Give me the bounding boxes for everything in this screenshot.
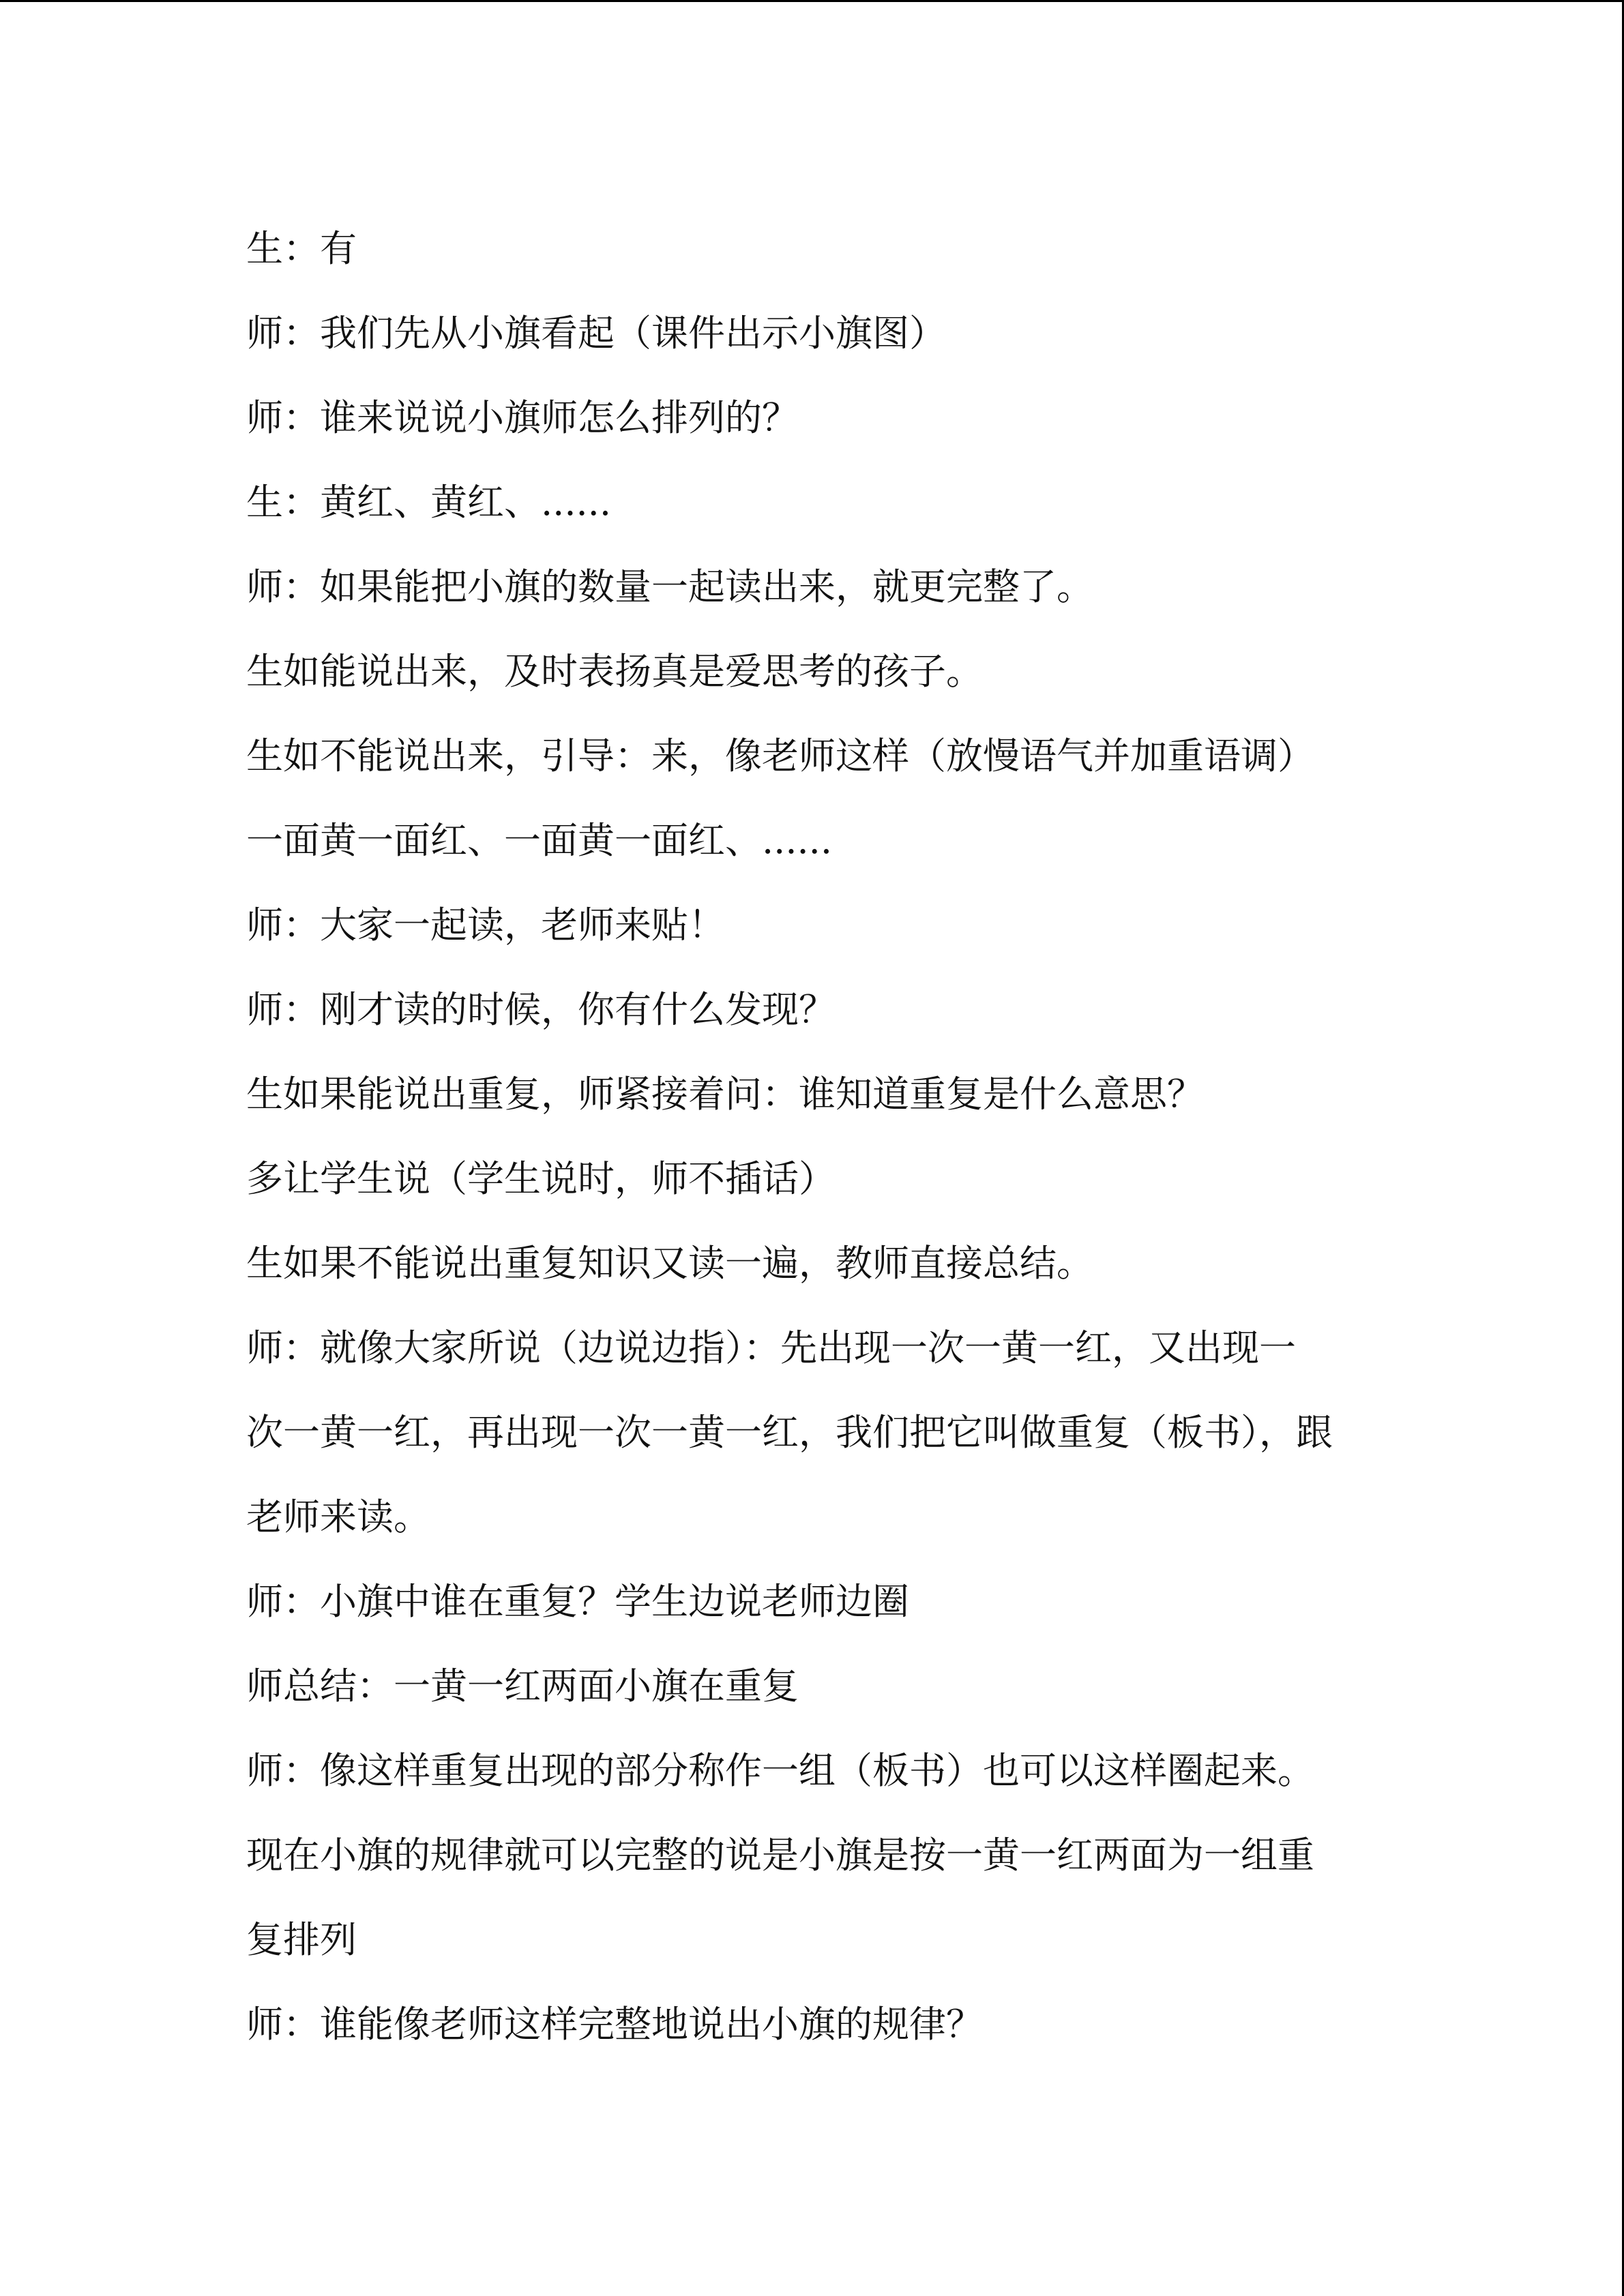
- text-line: 多让学生说（学生说时，师不插话）: [246, 1157, 836, 1200]
- text-line: 一面黄一面红、一面黄一面红、......: [246, 819, 832, 862]
- text-line: 师总结：一黄一红两面小旗在重复: [246, 1665, 799, 1708]
- text-line: 生如不能说出来，引导：来，像老师这样（放慢语气并加重语调）: [246, 734, 1314, 777]
- text-line: 师：小旗中谁在重复？学生边说老师边圈: [246, 1580, 909, 1623]
- text-line: 师：像这样重复出现的部分称作一组（板书）也可以这样圈起来。: [246, 1749, 1314, 1792]
- text-line: 师：我们先从小旗看起（课件出示小旗图）: [246, 312, 946, 355]
- text-line: 师：大家一起读，老师来贴！: [246, 904, 725, 946]
- text-line: 老师来读。: [246, 1495, 430, 1538]
- text-line: 师：就像大家所说（边说边指）：先出现一次一黄一红，又出现一: [246, 1326, 1296, 1369]
- text-line: 现在小旗的规律就可以完整的说是小旗是按一黄一红两面为一组重: [246, 1834, 1314, 1877]
- text-line: 生如果能说出重复，师紧接着问：谁知道重复是什么意思？: [246, 1073, 1204, 1116]
- text-line: 次一黄一红，再出现一次一黄一红，我们把它叫做重复（板书），跟: [246, 1411, 1333, 1454]
- text-line: 复排列: [246, 1918, 357, 1961]
- text-line: 师：谁来说说小旗师怎么排列的？: [246, 396, 799, 439]
- text-line: 师：刚才读的时候，你有什么发现？: [246, 988, 836, 1031]
- text-line: 师：如果能把小旗的数量一起读出来，就更完整了。: [246, 565, 1093, 608]
- text-line: 生如果不能说出重复知识又读一遍，教师直接总结。: [246, 1242, 1093, 1285]
- text-line: 生如能说出来，及时表扬真是爱思考的孩子。: [246, 650, 983, 693]
- text-line: 生：黄红、黄红、......: [246, 481, 611, 524]
- text-line: 生：有: [246, 227, 357, 270]
- document-body: [246, 207, 1406, 2067]
- text-line: 师：谁能像老师这样完整地说出小旗的规律？: [246, 2003, 983, 2046]
